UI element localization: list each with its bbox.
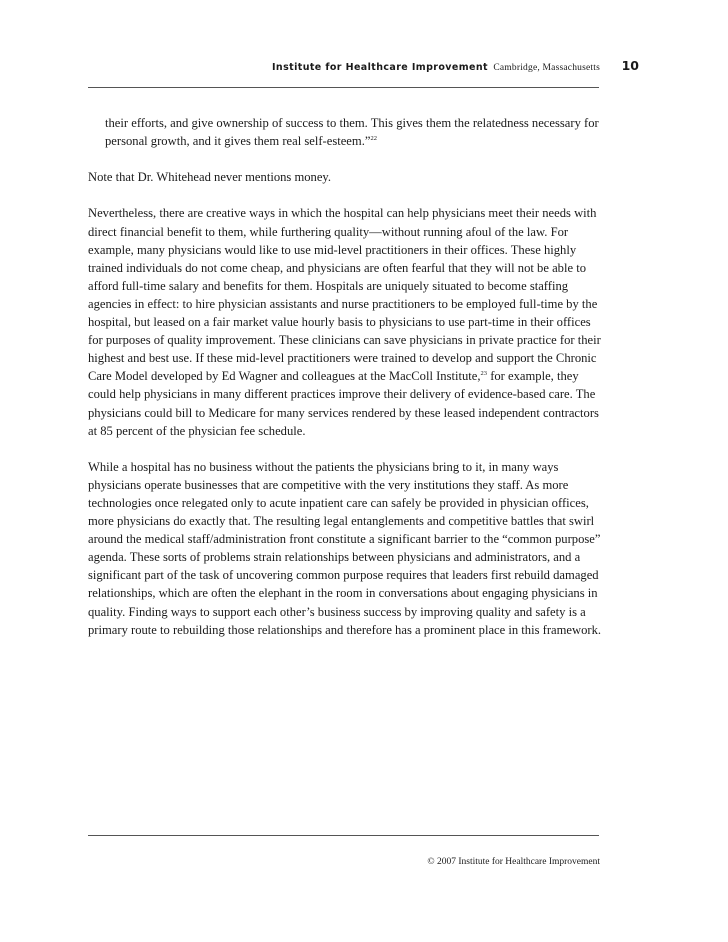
footnote-ref-23: 23 <box>480 370 488 378</box>
footer-copyright: © 2007 Institute for Healthcare Improvement <box>427 857 600 867</box>
footer-rule <box>88 835 599 836</box>
quote-text: their efforts, and give ownership of success to them. This gives them the relatedness necessary for personal growth, and it gives them real self-esteem.” <box>105 116 599 149</box>
paragraph-text-a: Nevertheless, there are creative ways in which the hospital can help physicians meet their needs with direct financial benefit to them, while furthering quality—without running afoul of the law. For example, many physicians would like to use mid-level practitioners in their offices. These highly trained individuals do not come cheap, and physicians are often fearful that they will not be able to afford full-time salary and benefits for them. Hospitals are uniquely situated to become staffing agencies in effect: to hire physician assistants and nurse practitioners to be employed full-time by the hospital, but leased on a fair market value hourly basis to physicians to use part-time in their offices for purposes of quality improvement. These clinicians can save physicians in private practice for their highest and best use. If these mid-level practitioners were trained to develop and support the Chronic Care Model developed by Ed Wagner and colleagues at the MacColl Institute, <box>88 206 601 384</box>
header-location: Cambridge, Massachusetts <box>493 63 600 73</box>
header-rule <box>88 87 599 88</box>
block-quote-continuation <box>105 114 602 150</box>
paragraph-competitive-business: While a hospital has no business without the patients the physicians bring to it, in many ways physicians operate businesses that are competitive with the very institutions they staff. As more technologies once relegated only to acute inpatient care can safely be provided in physician offices, more physicians do exactly that. The resulting legal entanglements and competitive battles that swirl around the medical staff/administration front constitute a significant barrier to the “common purpose” agenda. These sorts of problems strain relationships between physicians and administrators, and a significant part of the task of uncovering common purpose requires that leaders first rebuild damaged relationships, which are often the elephant in the room in conversations about engaging physicians in quality. Finding ways to support each other’s business success by improving quality and safety is a primary route to rebuilding those relationships and therefore has a prominent place in this framework. <box>88 459 602 637</box>
running-header <box>272 62 600 73</box>
paragraph-text-b: for example, they could help physicians in many different practices improve their delivery of evidence-based care. The physicians could bill to Medicare for many services rendered by these leased independent contractors at 85 percent of the physician fee schedule. <box>88 369 599 438</box>
footnote-ref-22: 22 <box>370 134 377 142</box>
paragraph-note: Note that Dr. Whitehead never mentions money. <box>88 170 332 185</box>
page-number: 10 <box>621 58 639 73</box>
body-text <box>88 114 602 657</box>
paragraph-creative-ways <box>88 204 602 439</box>
header-organization: Institute for Healthcare Improvement <box>272 62 488 73</box>
